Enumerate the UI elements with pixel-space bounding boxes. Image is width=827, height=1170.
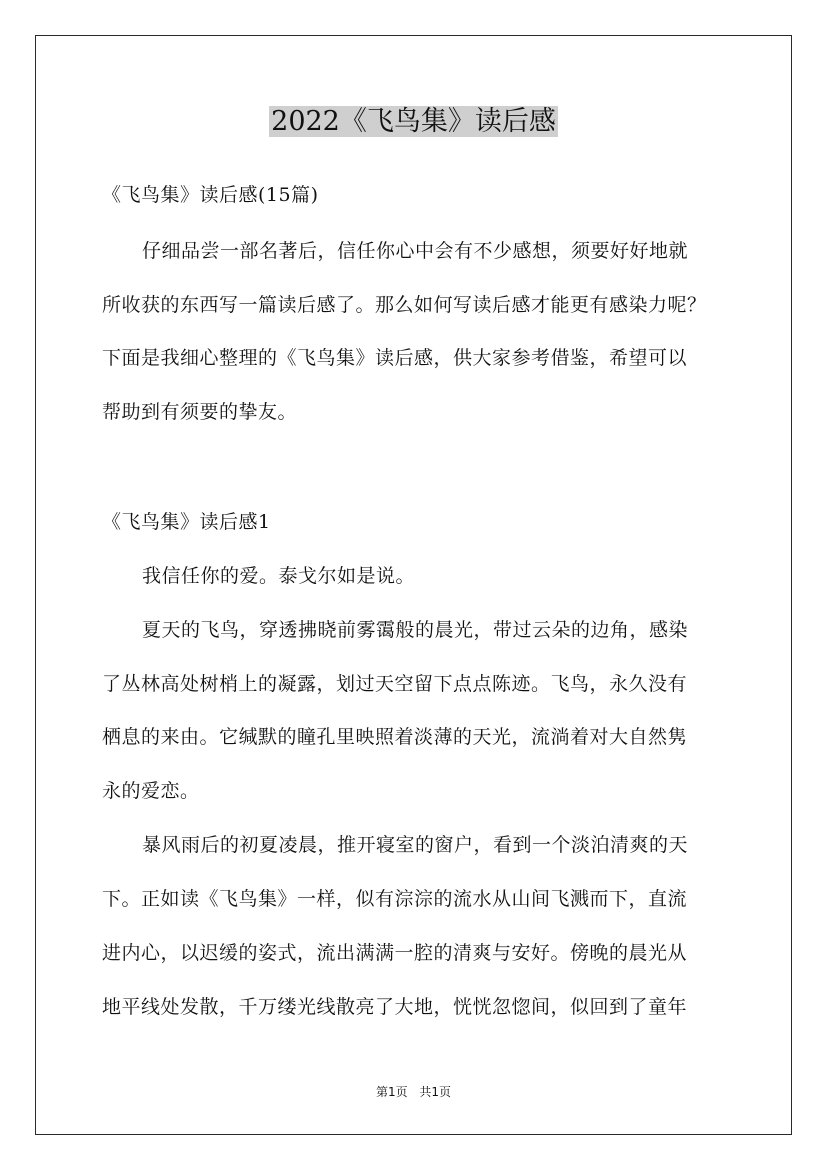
- body-line: 夏天的飞鸟，穿透拂晓前雾霭般的晨光，带过云朵的边角，感染: [142, 619, 689, 641]
- body-line: 下。正如读《飞鸟集》一样，似有淙淙的流水从山间飞溅而下，直流: [102, 888, 688, 910]
- body-line: 栖息的来由。它缄默的瞳孔里映照着淡薄的天光，流淌着对大自然隽: [102, 726, 688, 748]
- document-subtitle: 《飞鸟集》读后感(15篇): [102, 184, 319, 206]
- page-total: 共1页: [419, 1085, 452, 1099]
- body-line: 永的爱恋。: [102, 780, 200, 802]
- intro-line: 所收获的东西写一篇读后感了。那么如何写读后感才能更有感染力呢？: [102, 294, 707, 316]
- body-line: 进内心，以迟缓的姿式，流出满满一腔的清爽与安好。傍晚的晨光从: [102, 942, 688, 964]
- body-line: 了丛林高处树梢上的凝露，划过天空留下点点陈迹。飞鸟，永久没有: [102, 673, 688, 695]
- document-title: [0, 100, 827, 144]
- section-heading: 《飞鸟集》读后感1: [102, 511, 271, 533]
- intro-line: 帮助到有须要的挚友。: [102, 401, 298, 423]
- page-footer: [0, 1083, 827, 1100]
- intro-line: 下面是我细心整理的《飞鸟集》读后感，供大家参考借鉴，希望可以: [102, 347, 688, 369]
- body-line: 我信任你的爱。泰戈尔如是说。: [142, 565, 416, 587]
- document-title-text: 2022《飞鸟集》读后感: [271, 106, 556, 137]
- intro-line: 仔细品尝一部名著后，信任你心中会有不少感想，须要好好地就: [142, 240, 689, 262]
- page-number: 第1页: [375, 1085, 408, 1099]
- body-line: 暴风雨后的初夏凌晨，推开寝室的窗户，看到一个淡泊清爽的天: [142, 834, 689, 856]
- body-line: 地平线处发散，千万缕光线散亮了大地，恍恍忽惚间，似回到了童年: [102, 996, 688, 1018]
